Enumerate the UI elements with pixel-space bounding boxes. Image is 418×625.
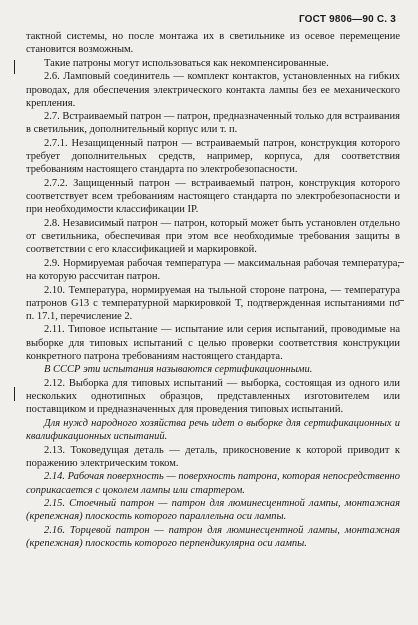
paragraph: 2.13. Токоведущая деталь — деталь, прикосновение к которой приводит к поражению электрическим током.: [26, 444, 400, 469]
paragraph: 2.6. Ламповый соединитель — комплект контактов, установленных на гибких проводах, для обеспечения электрического контакта лампы без ее механического крепления.: [26, 71, 400, 109]
paragraph: 2.16. Торцевой патрон — патрон для люминесцентной лампы, монтажная (крепежная) плоскость которого перпендикулярна оси лампы.: [26, 524, 400, 550]
paragraph: 2.7. Встраиваемый патрон — патрон, предназначенный только для встраивания в светильник, дополнительный корпус или т. п.: [26, 111, 400, 136]
margin-mark: [14, 60, 15, 74]
paragraph: 2.11. Типовое испытание — испытание или серия испытаний, проводимые на выборке для типовых испытаний с целью проверки соответствия конструкции конкретного патрона требованиям настоящего стандарта.: [26, 324, 400, 362]
paragraph: 2.9. Нормируемая рабочая температура — максимальная рабочая температура, на которую рассчитан патрон.: [26, 257, 400, 282]
paragraph: 2.8. Независимый патрон — патрон, который может быть установлен отдельно от светильника, обеспечивая при этом все необходимые требования защиты в соответствии с его классификацией и маркировкой.: [26, 217, 400, 256]
margin-mark: [14, 387, 15, 401]
paragraph: 2.7.1. Незащищенный патрон — встраиваемый патрон, конструкция которого требует дополнительных средств, например, корпуса, для соответствия требованиям настоящего стандарта по электробезопасности.: [26, 138, 400, 176]
paragraph: 2.14. Рабочая поверхность — поверхность патрона, которая непосредственно соприкасается с цоколем лампы или стартером.: [26, 471, 400, 496]
paragraph: Такие патроны могут использоваться как некомпенсированные.: [44, 57, 329, 69]
paragraph: тактной системы, но после монтажа их в светильнике из осевое перемещение становится возможным.: [26, 31, 400, 56]
document-body: [26, 30, 400, 551]
paragraph: 2.12. Выборка для типовых испытаний — выборка, состоящая из одного или нескольких однотипных образцов, представленных изготовителем или поставщиком и предназначенных для проведения типовых испытаний.: [26, 377, 400, 416]
paragraph: 2.10. Температура, нормируемая на тыльной стороне патрона, — температура патронов G13 с температурной маркировкой T, подтвержденная испытаниями по п. 17.1, перечисление 2.: [26, 284, 400, 322]
paragraph-note: Для нужд народного хозяйства речь идет о выборке для сертификационных и квалификационных испытаний.: [26, 417, 400, 442]
paragraph-note: В СССР эти испытания называются сертификационными.: [44, 364, 313, 376]
page-header: ГОСТ 9806—90 С. 3: [298, 14, 396, 25]
paragraph: 2.7.2. Защищенный патрон — встраиваемый патрон, конструкция которого соответствует всем требованиям настоящего стандарта по электробезопасности и при необходимости классификации IP.: [26, 178, 400, 216]
paragraph: 2.15. Стоечный патрон — патрон для люминесцентной лампы, монтажная (крепежная) плоскость которого параллельна оси лампы.: [26, 498, 400, 523]
